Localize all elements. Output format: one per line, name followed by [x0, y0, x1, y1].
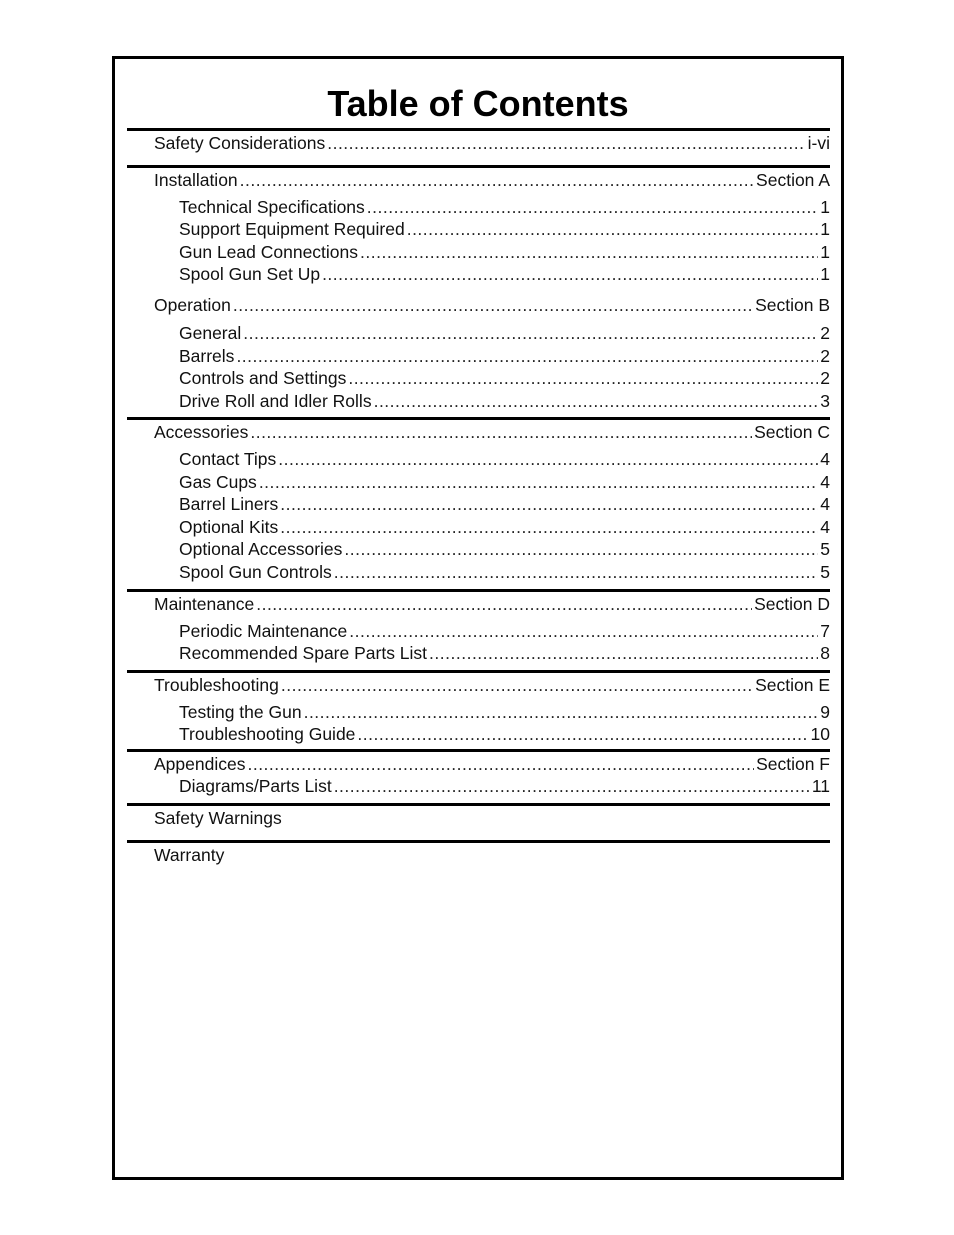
- toc-entry-page: Section C: [754, 422, 830, 442]
- toc-entry-maintenance[interactable]: [154, 593, 830, 615]
- dot-leader: [344, 538, 818, 560]
- toc-entry-drive-roll-and-idler-rolls[interactable]: [179, 390, 830, 412]
- toc-entry-label: Barrels: [179, 346, 235, 366]
- toc-entry-label: Controls and Settings: [179, 368, 347, 388]
- dot-leader: [334, 561, 819, 583]
- dot-leader: [240, 169, 754, 191]
- section-divider: [127, 589, 830, 592]
- dot-leader: [348, 367, 818, 389]
- toc-entry-support-equipment-required[interactable]: [179, 218, 830, 240]
- toc-entry-label: Optional Accessories: [179, 539, 343, 559]
- toc-entry-page: 8: [820, 643, 830, 663]
- toc-entry-label: Safety Considerations: [154, 133, 326, 153]
- dot-leader: [357, 723, 808, 745]
- section-divider: [127, 128, 830, 131]
- dot-leader: [280, 516, 818, 538]
- toc-entry-troubleshooting-guide[interactable]: [179, 723, 830, 745]
- section-divider: [127, 417, 830, 420]
- toc-entry-label: Contact Tips: [179, 449, 277, 469]
- toc-entry-diagrams-parts-list[interactable]: [179, 775, 830, 797]
- dot-leader: [243, 322, 818, 344]
- toc-entry-spool-gun-controls[interactable]: [179, 561, 830, 583]
- section-divider: [127, 165, 830, 168]
- toc-entry-page: 4: [820, 472, 830, 492]
- toc-entry-page: 1: [820, 197, 830, 217]
- section-divider: [127, 803, 830, 806]
- toc-entry-page: 1: [820, 264, 830, 284]
- toc-entry-page: Section F: [756, 754, 830, 774]
- dot-leader: [233, 294, 753, 316]
- toc-entry-controls-and-settings[interactable]: [179, 367, 830, 389]
- dot-leader: [349, 620, 818, 642]
- toc-entry-label: Spool Gun Controls: [179, 562, 332, 582]
- toc-entry-page: 2: [820, 346, 830, 366]
- toc-entry-page: 4: [820, 517, 830, 537]
- toc-entry-safety-warnings[interactable]: [154, 807, 830, 829]
- toc-entry-label: Maintenance: [154, 594, 255, 614]
- toc-entry-optional-accessories[interactable]: [179, 538, 830, 560]
- dot-leader: [322, 263, 818, 285]
- toc-entry-recommended-spare-parts-list[interactable]: [179, 642, 830, 664]
- dot-leader: [281, 674, 753, 696]
- toc-entry-gun-lead-connections[interactable]: [179, 241, 830, 263]
- toc-entry-periodic-maintenance[interactable]: [179, 620, 830, 642]
- toc-entry-accessories[interactable]: [154, 421, 830, 443]
- dot-leader: [247, 753, 754, 775]
- toc-entry-page: 4: [820, 449, 830, 469]
- toc-entry-page: 3: [820, 391, 830, 411]
- toc-entry-technical-specifications[interactable]: [179, 196, 830, 218]
- toc-entry-label: Troubleshooting: [154, 675, 279, 695]
- dot-leader: [304, 701, 819, 723]
- toc-entry-label: Recommended Spare Parts List: [179, 643, 428, 663]
- toc-entry-label: Drive Roll and Idler Rolls: [179, 391, 372, 411]
- toc-entry-label: Warranty: [154, 845, 225, 865]
- toc-entry-safety-considerations[interactable]: [154, 132, 830, 154]
- dot-leader: [407, 218, 819, 240]
- toc-entry-testing-the-gun[interactable]: [179, 701, 830, 723]
- page-frame: [112, 56, 844, 1180]
- toc-entry-page: 1: [820, 242, 830, 262]
- toc-entry-operation[interactable]: [154, 294, 830, 316]
- toc-entry-page: 9: [820, 702, 830, 722]
- dot-leader: [367, 196, 818, 218]
- toc-entry-barrels[interactable]: [179, 345, 830, 367]
- toc-entry-page: 2: [820, 368, 830, 388]
- toc-entry-appendices[interactable]: [154, 753, 830, 775]
- toc-entry-page: 5: [820, 539, 830, 559]
- toc-entry-warranty[interactable]: [154, 844, 830, 866]
- toc-entry-page: 7: [820, 621, 830, 641]
- toc-entry-label: Periodic Maintenance: [179, 621, 348, 641]
- dot-leader: [236, 345, 818, 367]
- dot-leader: [278, 448, 818, 470]
- toc-entry-general[interactable]: [179, 322, 830, 344]
- dot-leader: [280, 493, 818, 515]
- toc-entry-label: Support Equipment Required: [179, 219, 405, 239]
- toc-entry-page: Section E: [755, 675, 830, 695]
- toc-entry-optional-kits[interactable]: [179, 516, 830, 538]
- dot-leader: [256, 593, 752, 615]
- dot-leader: [360, 241, 818, 263]
- toc-entry-spool-gun-set-up[interactable]: [179, 263, 830, 285]
- toc-entry-label: Gun Lead Connections: [179, 242, 359, 262]
- section-divider: [127, 840, 830, 843]
- dot-leader: [250, 421, 752, 443]
- toc-entry-gas-cups[interactable]: [179, 471, 830, 493]
- toc-entry-page: Section B: [755, 295, 830, 315]
- toc-entry-page: 5: [820, 562, 830, 582]
- dot-leader: [327, 132, 805, 154]
- toc-entry-page: Section A: [756, 170, 830, 190]
- toc-entry-page: Section D: [754, 594, 830, 614]
- toc-entry-page: 11: [811, 776, 830, 796]
- toc-entry-page: 4: [820, 494, 830, 514]
- toc-entry-label: Safety Warnings: [154, 808, 282, 828]
- dot-leader: [429, 642, 818, 664]
- toc-entry-barrel-liners[interactable]: [179, 493, 830, 515]
- toc-entry-label: Testing the Gun: [179, 702, 302, 722]
- section-divider: [127, 670, 830, 673]
- dot-leader: [334, 775, 810, 797]
- toc-entry-label: Diagrams/Parts List: [179, 776, 332, 796]
- toc-entry-label: Installation: [154, 170, 238, 190]
- toc-entry-page: i-vi: [807, 133, 830, 153]
- toc-entry-label: General: [179, 323, 242, 343]
- toc-entry-label: Operation: [154, 295, 231, 315]
- toc-entry-installation[interactable]: [154, 169, 830, 191]
- toc-entry-label: Spool Gun Set Up: [179, 264, 321, 284]
- toc-entry-troubleshooting[interactable]: [154, 674, 830, 696]
- toc-entry-label: Gas Cups: [179, 472, 257, 492]
- toc-entry-page: 1: [820, 219, 830, 239]
- toc-entry-label: Troubleshooting Guide: [179, 724, 356, 744]
- toc-entry-page: 2: [820, 323, 830, 343]
- dot-leader: [374, 390, 819, 412]
- toc-entry-label: Appendices: [154, 754, 246, 774]
- toc-entry-label: Barrel Liners: [179, 494, 279, 514]
- dot-leader: [259, 471, 818, 493]
- toc-entry-label: Accessories: [154, 422, 249, 442]
- toc-entry-label: Technical Specifications: [179, 197, 365, 217]
- toc-entry-page: 10: [810, 724, 830, 744]
- section-divider: [127, 749, 830, 752]
- toc-entry-label: Optional Kits: [179, 517, 279, 537]
- page-title: Table of Contents: [327, 83, 629, 124]
- toc-entry-contact-tips[interactable]: [179, 448, 830, 470]
